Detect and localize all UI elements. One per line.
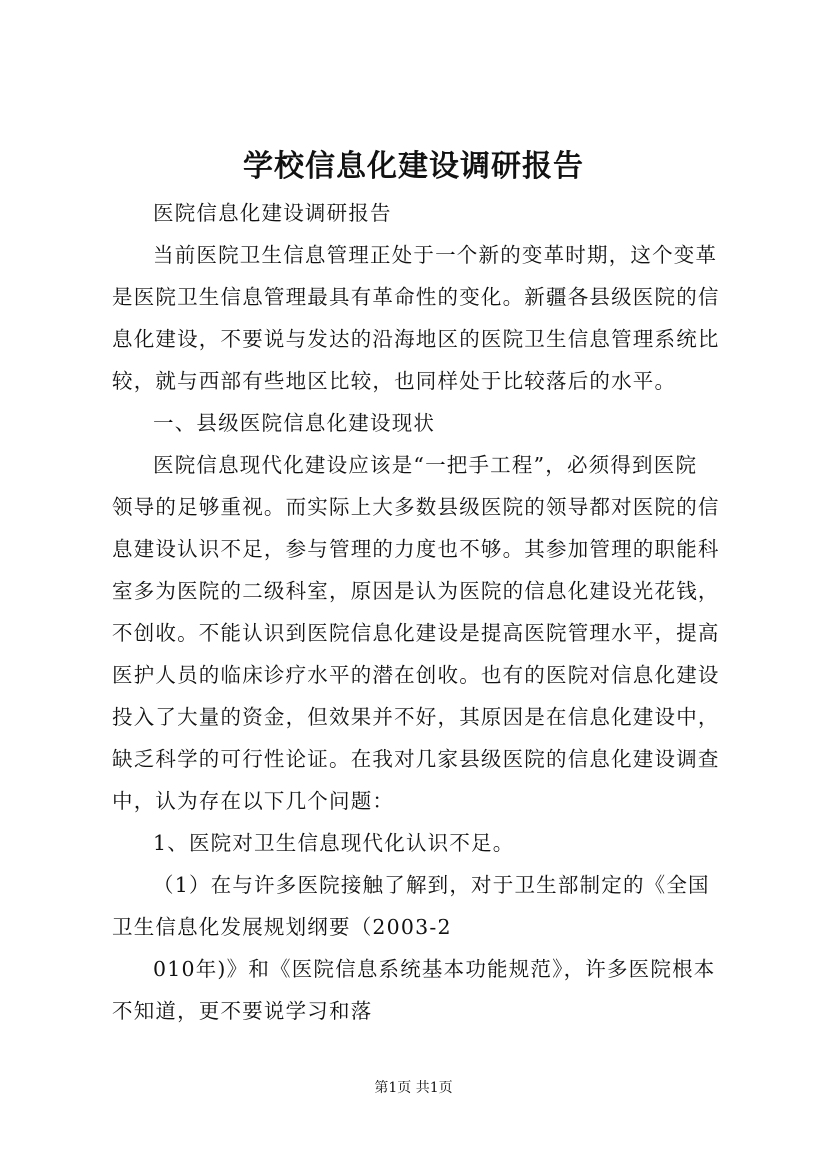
body-line: 领导的足够重视。而实际上大多数县级医院的领导都对医院的信 [112,495,720,519]
body-line: 医院信息化建设调研报告 [153,201,392,225]
section-heading: 一、县级医院信息化建设现状 [153,411,436,435]
body-line: 息建设认识不足，参与管理的力度也不够。其参加管理的职能科 [112,537,720,561]
body-line: 当前医院卫生信息管理正处于一个新的变革时期，这个变革 [153,243,718,267]
document-title: 学校信息化建设调研报告 [243,149,584,184]
body-line: 息化建设，不要说与发达的沿海地区的医院卫生信息管理系统比 [112,327,720,351]
page-footer: 第1页 共1页 [374,1080,453,1096]
body-line: 是医院卫生信息管理最具有革命性的变化。新疆各县级医院的信 [112,285,720,309]
body-line: 较，就与西部有些地区比较，也同样处于比较落后的水平。 [112,369,677,393]
body-line: （1）在与许多医院接触了解到，对于卫生部制定的《全国 [153,873,710,897]
body-line: 不创收。不能认识到医院信息化建设是提高医院管理水平，提高 [112,621,720,645]
body-line: 卫生信息化发展规划纲要（2003-2 [112,915,452,939]
body-line: 投入了大量的资金，但效果并不好，其原因是在信息化建设中， [112,705,720,729]
body-line: 中，认为存在以下几个问题： [112,789,395,813]
body-line: 医护人员的临床诊疗水平的潜在创收。也有的医院对信息化建设 [112,663,720,687]
body-line: 不知道，更不要说学习和落 [112,999,373,1023]
body-line: 缺乏科学的可行性论证。在我对几家县级医院的信息化建设调查 [112,747,720,771]
body-line: 室多为医院的二级科室，原因是认为医院的信息化建设光花钱， [112,579,720,603]
body-line: 医院信息现代化建设应该是“一把手工程”，必须得到医院 [153,453,698,477]
body-line: 010年)》和《医院信息系统基本功能规范》，许多医院根本 [153,957,716,981]
body-line: 1、医院对卫生信息现代化认识不足。 [153,831,515,855]
